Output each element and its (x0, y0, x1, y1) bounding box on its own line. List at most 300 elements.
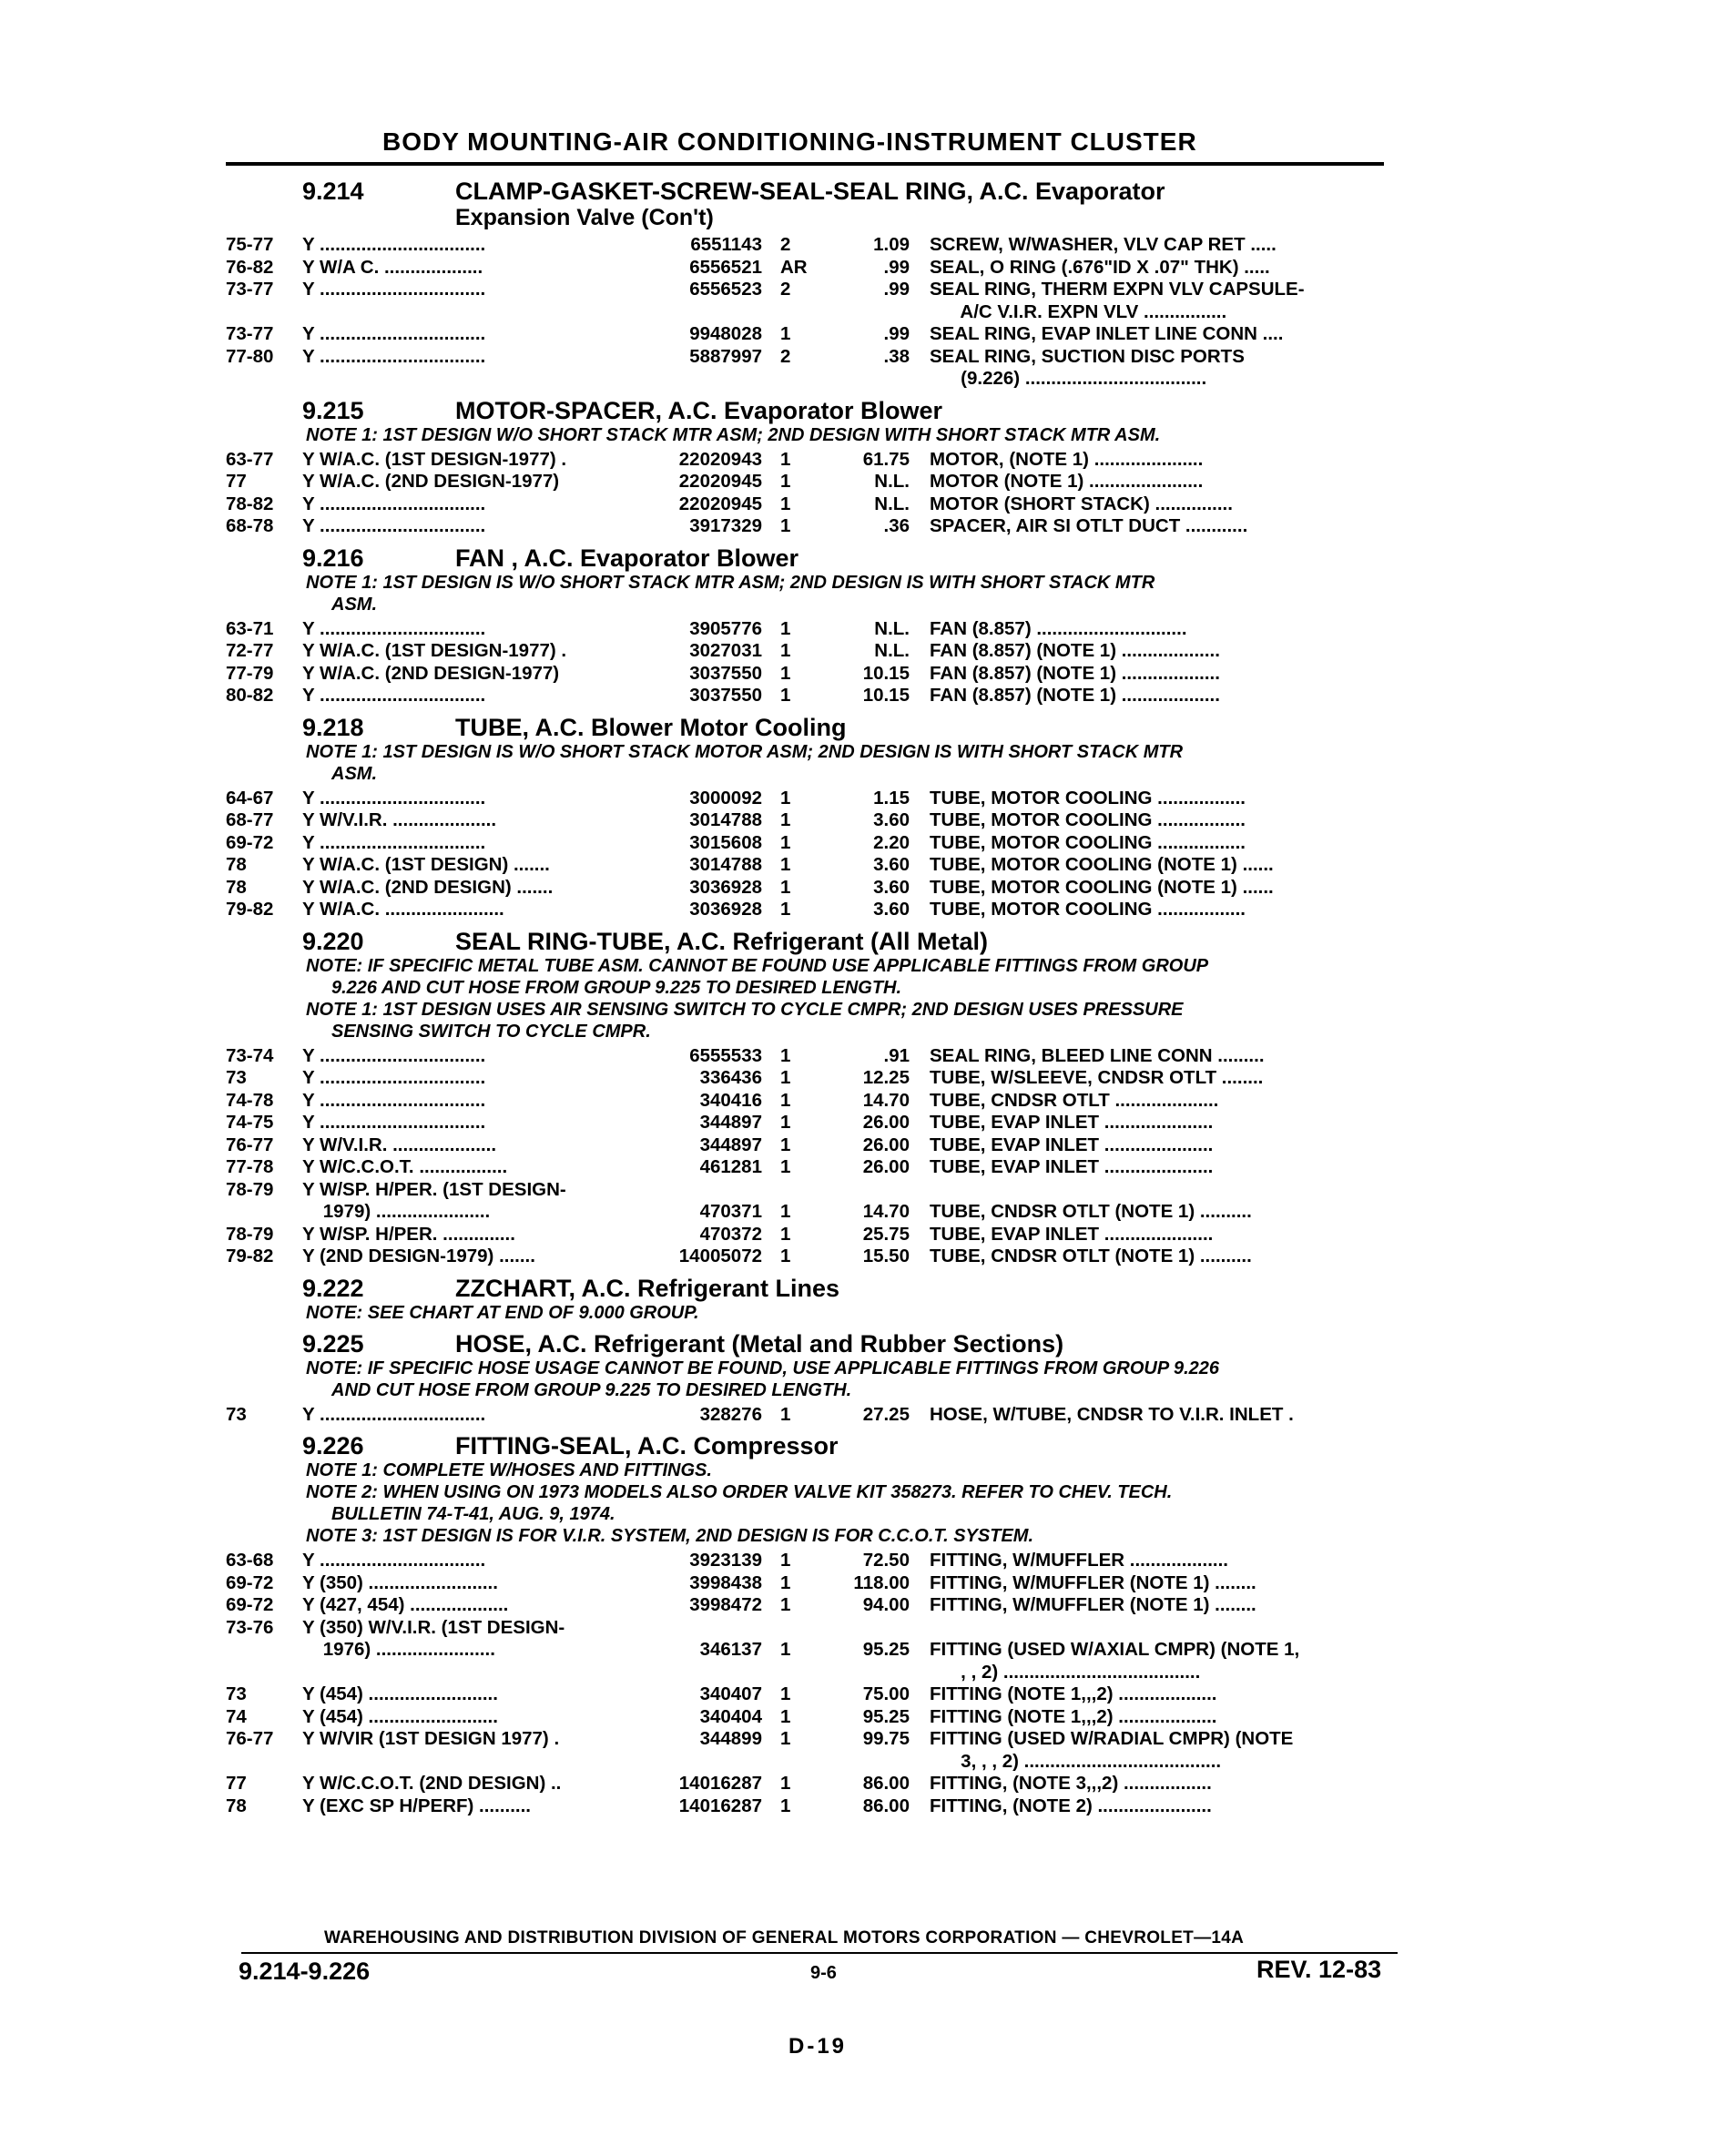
part-row (226, 1572, 1391, 1595)
price: 118.00 (853, 1571, 910, 1593)
quantity: 1 (780, 471, 791, 492)
application: Y (427, 454) ................... (302, 1594, 509, 1615)
part-row (226, 809, 1391, 832)
application (302, 368, 648, 391)
part-row (226, 1706, 1391, 1729)
year-range: 77-80 (226, 345, 274, 367)
year-range: 78-79 (226, 1178, 274, 1200)
price: 1.15 (873, 787, 910, 808)
parts-list (226, 788, 1391, 921)
price: 72.50 (862, 1550, 910, 1571)
parts-list (226, 1404, 1391, 1427)
section-9-215 (226, 398, 1391, 538)
year-range: 78 (226, 1795, 247, 1816)
application: Y ................................ (302, 1044, 486, 1066)
quantity: 1 (780, 854, 791, 875)
part-number (648, 301, 780, 324)
price: 27.25 (862, 1403, 910, 1425)
quantity (780, 1751, 828, 1774)
section-title (455, 1433, 1391, 1459)
quantity: 2 (780, 234, 791, 255)
part-number: 9948028 (689, 323, 762, 344)
part-number: 5887997 (689, 345, 762, 367)
year-range (226, 1751, 302, 1774)
description: TUBE, MOTOR COOLING ................. (930, 809, 1246, 830)
description: TUBE, EVAP INLET ..................... (930, 1134, 1214, 1155)
description: MOTOR (SHORT STACK) ............... (930, 493, 1233, 514)
application: Y ................................ (302, 685, 486, 706)
year-range: 69-72 (226, 1571, 274, 1593)
quantity: 1 (780, 1773, 791, 1794)
part-number: 22020945 (678, 493, 762, 514)
application: Y W/A.C. (2ND DESIGN-1977) (302, 662, 560, 684)
price: 3.60 (873, 854, 910, 875)
description: SCREW, W/WASHER, VLV CAP RET ..... (930, 234, 1277, 255)
year-range: 73-77 (226, 323, 274, 344)
application: Y W/A.C. (1ST DESIGN-1977) . (302, 448, 567, 470)
quantity: 1 (780, 1683, 791, 1704)
part-number: 340407 (699, 1683, 762, 1704)
part-row (226, 1112, 1391, 1134)
year-range (226, 1639, 302, 1662)
part-row (226, 1404, 1391, 1427)
application: Y ................................ (302, 234, 486, 255)
year-range (226, 1201, 302, 1224)
section-title (455, 1276, 1391, 1302)
application: Y ................................ (302, 617, 486, 639)
application: Y ................................ (302, 345, 486, 367)
part-number: 3998438 (689, 1571, 762, 1593)
footer-rule (241, 1952, 1398, 1954)
section-title-text: MOTOR-SPACER, A.C. Evaporator Blower (455, 396, 943, 424)
note-continuation: ASM. (331, 594, 377, 615)
description: SEAL, O RING (.676"ID X .07" THK) ..... (930, 256, 1270, 278)
quantity: 1 (780, 617, 791, 639)
application: Y W/V.I.R. .................... (302, 809, 497, 830)
quantity: 1 (780, 1223, 791, 1245)
year-range: 76-82 (226, 256, 274, 278)
parts-list (226, 1550, 1391, 1817)
part-row (226, 1550, 1391, 1572)
description: FITTING, W/MUFFLER ................... (930, 1550, 1228, 1571)
application: 1979) ...................... (302, 1201, 491, 1222)
application: Y ................................ (302, 1112, 486, 1133)
part-row (226, 1617, 1391, 1640)
year-range: 72-77 (226, 640, 274, 661)
application: Y W/A.C. (1ST DESIGN-1977) . (302, 640, 567, 661)
year-range: 78-82 (226, 493, 274, 514)
price (828, 1617, 930, 1640)
section-note (226, 1358, 1391, 1401)
parts-list (226, 618, 1391, 707)
description: A/C V.I.R. EXPN VLV ................ (930, 300, 1227, 322)
application: Y W/V.I.R. .................... (302, 1134, 497, 1155)
description: SEAL RING, SUCTION DISC PORTS (930, 345, 1245, 367)
part-row (226, 1728, 1391, 1751)
year-range: 79-82 (226, 899, 274, 920)
note-text: NOTE 1: 1ST DESIGN W/O SHORT STACK MTR ASM; 2ND DESIGN WITH SHORT STACK MTR ASM. (306, 424, 1161, 445)
price: N.L. (874, 493, 910, 514)
description: SPACER, AIR SI OTLT DUCT ............ (930, 515, 1248, 536)
price: 12.25 (862, 1067, 910, 1088)
note-text: NOTE: SEE CHART AT END OF 9.000 GROUP. (306, 1302, 699, 1323)
price: 95.25 (862, 1705, 910, 1727)
section-number: 9.216 (302, 544, 364, 572)
part-number: 346137 (699, 1639, 762, 1660)
header-rule (226, 162, 1384, 166)
part-number: 3036928 (689, 899, 762, 920)
price (828, 1662, 930, 1684)
section-note (226, 572, 1391, 615)
section-title-text: FAN , A.C. Evaporator Blower (455, 544, 799, 572)
section-heading (226, 1276, 1391, 1302)
description: SEAL RING, EVAP INLET LINE CONN .... (930, 323, 1284, 344)
price: 26.00 (862, 1134, 910, 1155)
description: MOTOR, (NOTE 1) ..................... (930, 448, 1204, 470)
year-range: 73-76 (226, 1616, 274, 1638)
quantity: 1 (780, 1089, 791, 1111)
section-note (226, 424, 1391, 446)
part-number: 3917329 (689, 515, 762, 536)
year-range: 63-77 (226, 448, 274, 470)
description: TUBE, CNDSR OTLT (NOTE 1) .......... (930, 1246, 1252, 1266)
price: 75.00 (862, 1683, 910, 1704)
quantity: 1 (780, 1639, 791, 1660)
section-9-216 (226, 545, 1391, 707)
application (302, 301, 648, 324)
price: .36 (883, 515, 910, 536)
part-row (226, 1090, 1391, 1113)
part-row (226, 301, 1391, 324)
part-number: 3037550 (689, 685, 762, 706)
description: FITTING, W/MUFFLER (NOTE 1) ........ (930, 1571, 1256, 1593)
description: MOTOR (NOTE 1) ...................... (930, 471, 1204, 492)
year-range (226, 1662, 302, 1684)
part-row (226, 1224, 1391, 1246)
part-row (226, 493, 1391, 516)
section-number: 9.222 (302, 1274, 364, 1302)
part-row (226, 1045, 1391, 1068)
part-row (226, 471, 1391, 493)
price: 61.75 (862, 448, 910, 470)
quantity: 1 (780, 640, 791, 661)
description: SEAL RING, THERM EXPN VLV CAPSULE- (930, 279, 1305, 300)
application (302, 1662, 648, 1684)
part-number (648, 1179, 780, 1202)
part-row (226, 346, 1391, 369)
price: 94.00 (862, 1594, 910, 1615)
part-row (226, 1156, 1391, 1179)
parts-list (226, 1045, 1391, 1268)
year-range (226, 368, 302, 391)
application: Y ................................ (302, 323, 486, 344)
application: Y W/A.C. (2ND DESIGN-1977) (302, 471, 560, 492)
price: N.L. (874, 617, 910, 639)
part-number: 328276 (699, 1403, 762, 1425)
section-title (455, 178, 1391, 231)
quantity: 1 (780, 662, 791, 684)
part-number: 344899 (699, 1728, 762, 1749)
description: FAN (8.857) ............................. (930, 617, 1187, 639)
description: FAN (8.857) (NOTE 1) ................... (930, 640, 1220, 661)
year-range: 75-77 (226, 234, 274, 255)
description: SEAL RING, BLEED LINE CONN ......... (930, 1044, 1265, 1066)
price: 95.25 (862, 1639, 910, 1660)
section-number: 9.218 (302, 713, 364, 741)
part-row (226, 279, 1391, 301)
description: HOSE, W/TUBE, CNDSR TO V.I.R. INLET . (930, 1403, 1294, 1425)
part-row (226, 1683, 1391, 1706)
note-continuation: SENSING SWITCH TO CYCLE CMPR. (331, 1021, 651, 1042)
description: TUBE, EVAP INLET ..................... (930, 1223, 1214, 1245)
price: 26.00 (862, 1112, 910, 1133)
quantity: 1 (780, 899, 791, 920)
part-row (226, 257, 1391, 280)
section-number: 9.214 (302, 178, 364, 205)
application: Y ................................ (302, 1067, 486, 1088)
part-row (226, 1773, 1391, 1795)
description: FITTING, (NOTE 3,,,2) ................. (930, 1773, 1212, 1794)
section-number: 9.220 (302, 927, 364, 955)
part-number: 340404 (699, 1705, 762, 1727)
part-row (226, 685, 1391, 707)
quantity: 1 (780, 876, 791, 898)
part-number: 3014788 (689, 809, 762, 830)
price: 25.75 (862, 1223, 910, 1245)
price: .99 (883, 256, 910, 278)
price: .91 (883, 1044, 910, 1066)
application: Y ................................ (302, 1089, 486, 1111)
quantity: 1 (780, 1728, 791, 1749)
section-title (455, 715, 1391, 741)
section-9-226 (226, 1433, 1391, 1817)
part-number: 6556523 (689, 279, 762, 300)
price: 26.00 (862, 1156, 910, 1177)
section-heading (226, 929, 1391, 955)
part-row (226, 1662, 1391, 1684)
application: Y ................................ (302, 831, 486, 853)
description: FAN (8.857) (NOTE 1) ................... (930, 662, 1220, 684)
description (930, 1617, 1391, 1640)
section-note (226, 741, 1391, 785)
quantity: 1 (780, 685, 791, 706)
section-title (455, 1331, 1391, 1358)
description: TUBE, MOTOR COOLING ................. (930, 899, 1246, 920)
part-number: 14016287 (678, 1795, 762, 1816)
price: .99 (883, 323, 910, 344)
application: Y (EXC SP H/PERF) .......... (302, 1795, 531, 1816)
part-row (226, 449, 1391, 472)
description: FITTING (USED W/RADIAL CMPR) (NOTE (930, 1728, 1294, 1749)
quantity: 1 (780, 323, 791, 344)
parts-catalog (226, 173, 1391, 1825)
part-number: 6555533 (689, 1044, 762, 1066)
application: Y ................................ (302, 279, 486, 300)
note-text: NOTE 1: 1ST DESIGN IS W/O SHORT STACK MTR ASM; 2ND DESIGN IS WITH SHORT STACK MTR (306, 572, 1155, 593)
year-range: 78 (226, 854, 247, 875)
description: TUBE, CNDSR OTLT .................... (930, 1089, 1219, 1111)
part-row (226, 663, 1391, 686)
section-9-220 (226, 929, 1391, 1268)
part-row (226, 618, 1391, 641)
description: TUBE, MOTOR COOLING (NOTE 1) ...... (930, 876, 1274, 898)
application: Y ................................ (302, 493, 486, 514)
quantity: 1 (780, 1246, 791, 1266)
price: 10.15 (862, 662, 910, 684)
part-row (226, 1246, 1391, 1268)
section-heading (226, 398, 1391, 424)
price: 15.50 (862, 1246, 910, 1266)
application: Y (454) ......................... (302, 1683, 498, 1704)
quantity: 1 (780, 809, 791, 830)
year-range (226, 301, 302, 324)
description: FITTING (NOTE 1,,,2) ................... (930, 1705, 1217, 1727)
price: 2.20 (873, 831, 910, 853)
note-continuation: 9.226 AND CUT HOSE FROM GROUP 9.225 TO DESIRED LENGTH. (331, 977, 902, 998)
quantity: 1 (780, 1134, 791, 1155)
note-text: NOTE 2: WHEN USING ON 1973 MODELS ALSO ORDER VALVE KIT 358273. REFER TO CHEV. TECH. (306, 1482, 1173, 1502)
application: Y (350) W/V.I.R. (1ST DESIGN- (302, 1616, 565, 1638)
part-number: 344897 (699, 1112, 762, 1133)
quantity: 2 (780, 279, 791, 300)
part-number (648, 1662, 780, 1684)
description: TUBE, EVAP INLET ..................... (930, 1156, 1214, 1177)
part-row (226, 1134, 1391, 1157)
part-number: 461281 (699, 1156, 762, 1177)
note-continuation: AND CUT HOSE FROM GROUP 9.225 TO DESIRED LENGTH. (331, 1379, 852, 1400)
price (828, 301, 930, 324)
price (828, 368, 930, 391)
quantity (780, 301, 828, 324)
quantity (780, 368, 828, 391)
section-heading (226, 1331, 1391, 1358)
part-number: 470371 (699, 1201, 762, 1222)
section-note (226, 1302, 1391, 1324)
section-9-218 (226, 715, 1391, 921)
part-row (226, 1639, 1391, 1662)
application: Y ................................ (302, 515, 486, 536)
section-title-text: ZZCHART, A.C. Refrigerant Lines (455, 1274, 840, 1302)
year-range: 74-78 (226, 1089, 274, 1111)
part-row (226, 832, 1391, 855)
note-text: NOTE 1: 1ST DESIGN IS W/O SHORT STACK MOTOR ASM; 2ND DESIGN IS WITH SHORT STACK MTR (306, 741, 1184, 762)
year-range: 77 (226, 1773, 247, 1794)
quantity: 1 (780, 493, 791, 514)
part-row (226, 899, 1391, 921)
section-title-text: TUBE, A.C. Blower Motor Cooling (455, 713, 847, 741)
quantity (780, 1662, 828, 1684)
section-title (455, 929, 1391, 955)
section-9-222 (226, 1276, 1391, 1324)
quantity: 2 (780, 345, 791, 367)
year-range: 68-78 (226, 515, 274, 536)
part-number: 14016287 (678, 1773, 762, 1794)
price: 3.60 (873, 899, 910, 920)
price: 14.70 (862, 1201, 910, 1222)
part-number (648, 1751, 780, 1774)
part-row (226, 1594, 1391, 1617)
parts-list (226, 449, 1391, 538)
price (828, 1751, 930, 1774)
quantity: 1 (780, 1705, 791, 1727)
part-number: 14005072 (678, 1246, 762, 1266)
application: Y ................................ (302, 1550, 486, 1571)
part-number: 3923139 (689, 1550, 762, 1571)
price: N.L. (874, 471, 910, 492)
parts-list (226, 234, 1391, 391)
note-text: NOTE 1: COMPLETE W/HOSES AND FITTINGS. (306, 1460, 712, 1480)
description: TUBE, W/SLEEVE, CNDSR OTLT ........ (930, 1067, 1264, 1088)
year-range: 77 (226, 471, 247, 492)
quantity: 1 (780, 1156, 791, 1177)
part-row (226, 854, 1391, 877)
part-number: 3905776 (689, 617, 762, 639)
quantity: 1 (780, 1550, 791, 1571)
description: (9.226) ................................... (930, 368, 1207, 389)
part-number: 340416 (699, 1089, 762, 1111)
quantity (780, 1617, 828, 1640)
part-row (226, 323, 1391, 346)
part-number: 3014788 (689, 854, 762, 875)
footer-division: WAREHOUSING AND DISTRIBUTION DIVISION OF GENERAL MOTORS CORPORATION — CHEVROLET—14A (319, 1928, 1331, 1948)
footer-range: 9.214-9.226 (239, 1958, 371, 1985)
description: FAN (8.857) (NOTE 1) ................... (930, 685, 1220, 706)
application: Y (454) ......................... (302, 1705, 498, 1727)
description: , , 2) ...................................... (930, 1661, 1201, 1683)
section-number: 9.215 (302, 396, 364, 424)
part-number: 344897 (699, 1134, 762, 1155)
section-number: 9.225 (302, 1329, 364, 1358)
description: TUBE, CNDSR OTLT (NOTE 1) .......... (930, 1201, 1252, 1222)
part-number: 3036928 (689, 876, 762, 898)
note-text: NOTE: IF SPECIFIC METAL TUBE ASM. CANNOT BE FOUND USE APPLICABLE FITTINGS FROM GROUP (306, 955, 1209, 976)
section-title (455, 545, 1391, 572)
section-note (226, 1481, 1391, 1525)
year-range: 69-72 (226, 831, 274, 853)
price: 10.15 (862, 685, 910, 706)
description: 3, , , 2) ...................................... (930, 1750, 1222, 1772)
part-number: 336436 (699, 1067, 762, 1088)
application: Y W/C.C.O.T. (2ND DESIGN) .. (302, 1773, 562, 1794)
note-text: NOTE: IF SPECIFIC HOSE USAGE CANNOT BE FOUND, USE APPLICABLE FITTINGS FROM GROUP 9.226 (306, 1358, 1220, 1378)
application: Y ................................ (302, 1403, 486, 1425)
year-range: 74-75 (226, 1112, 274, 1133)
year-range: 77-79 (226, 662, 274, 684)
description: FITTING (USED W/AXIAL CMPR) (NOTE 1, (930, 1639, 1300, 1660)
description: TUBE, EVAP INLET ..................... (930, 1112, 1214, 1133)
application (302, 1751, 648, 1774)
section-title-text: HOSE, A.C. Refrigerant (Metal and Rubber Sections) (455, 1329, 1064, 1358)
price: .99 (883, 279, 910, 300)
part-row (226, 640, 1391, 663)
price: 86.00 (862, 1773, 910, 1794)
application: Y W/SP. H/PER. (1ST DESIGN- (302, 1178, 566, 1200)
section-title-text: CLAMP-GASKET-SCREW-SEAL-SEAL RING, A.C. Evaporator (455, 178, 1165, 205)
application: Y W/SP. H/PER. .............. (302, 1223, 515, 1245)
section-heading (226, 1433, 1391, 1459)
section-note (226, 1525, 1391, 1547)
price: N.L. (874, 640, 910, 661)
description: TUBE, MOTOR COOLING (NOTE 1) ...... (930, 854, 1274, 875)
price: 1.09 (873, 234, 910, 255)
year-range: 63-71 (226, 617, 274, 639)
section-title (455, 398, 1391, 424)
part-number: 6551143 (690, 234, 762, 255)
part-number: 22020943 (678, 448, 762, 470)
quantity: 1 (780, 515, 791, 536)
part-number: 3015608 (689, 831, 762, 853)
year-range: 79-82 (226, 1246, 274, 1266)
